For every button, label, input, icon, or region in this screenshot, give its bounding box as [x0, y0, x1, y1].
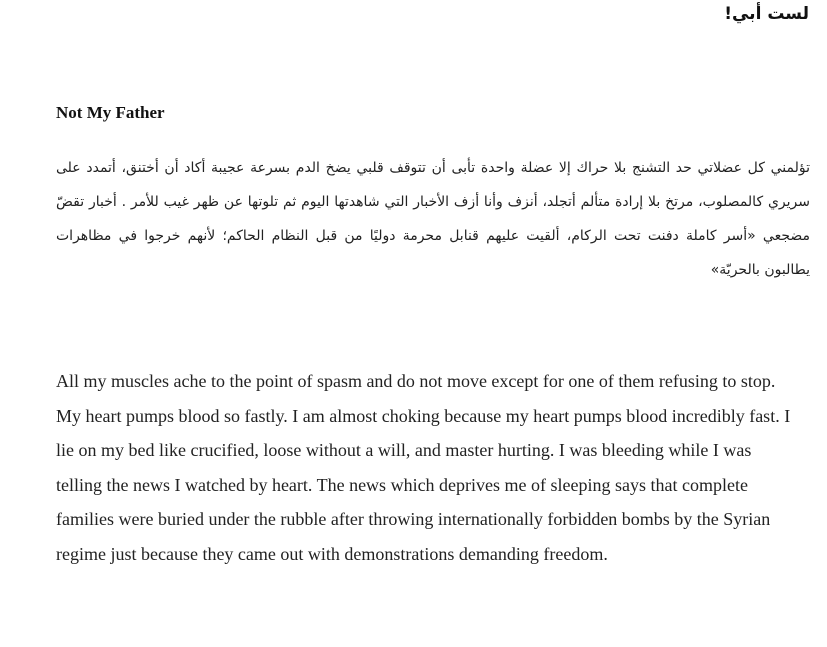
english-title: Not My Father: [56, 103, 165, 122]
arabic-title: لست أبي!: [724, 4, 809, 24]
arabic-paragraph: تؤلمني كل عضلاتي حد التشنج بلا حراك إلا عضلة واحدة تأبى أن تتوقف قلبي يضخ الدم بسرعة عجيبة أكاد أن أختنق، أتمدد على سريري كالمصلوب، مرتخ بلا إرادة متألم أتجلد، أنزف وأنا أزف الأخبار التي شاهدتها اليوم ثم تلوتها عن ظهر غيب للأمر . أخبار تقضّ مضجعي «أسر كاملة دفنت تحت الركام، ألقيت عليهم قنابل محرمة دوليًا من قبل النظام الحاكم؛ لأنهم خرجوا في مظاهرات يطالبون بالحريّة»: [56, 160, 810, 278]
english-paragraph: All my muscles ache to the point of spasm and do not move except for one of them refusing to stop. My heart pumps blood so fastly. I am almost choking because my heart pumps blood incredibly fast. I lie on my bed like crucified, loose without a will, and master hurting. I was bleeding while I was telling the news I watched by heart. The news which deprives me of sleeping says that complete families were buried under the rubble after throwing internationally forbidden bombs by the Syrian regime just because they came out with demonstrations demanding freedom.: [56, 371, 791, 564]
